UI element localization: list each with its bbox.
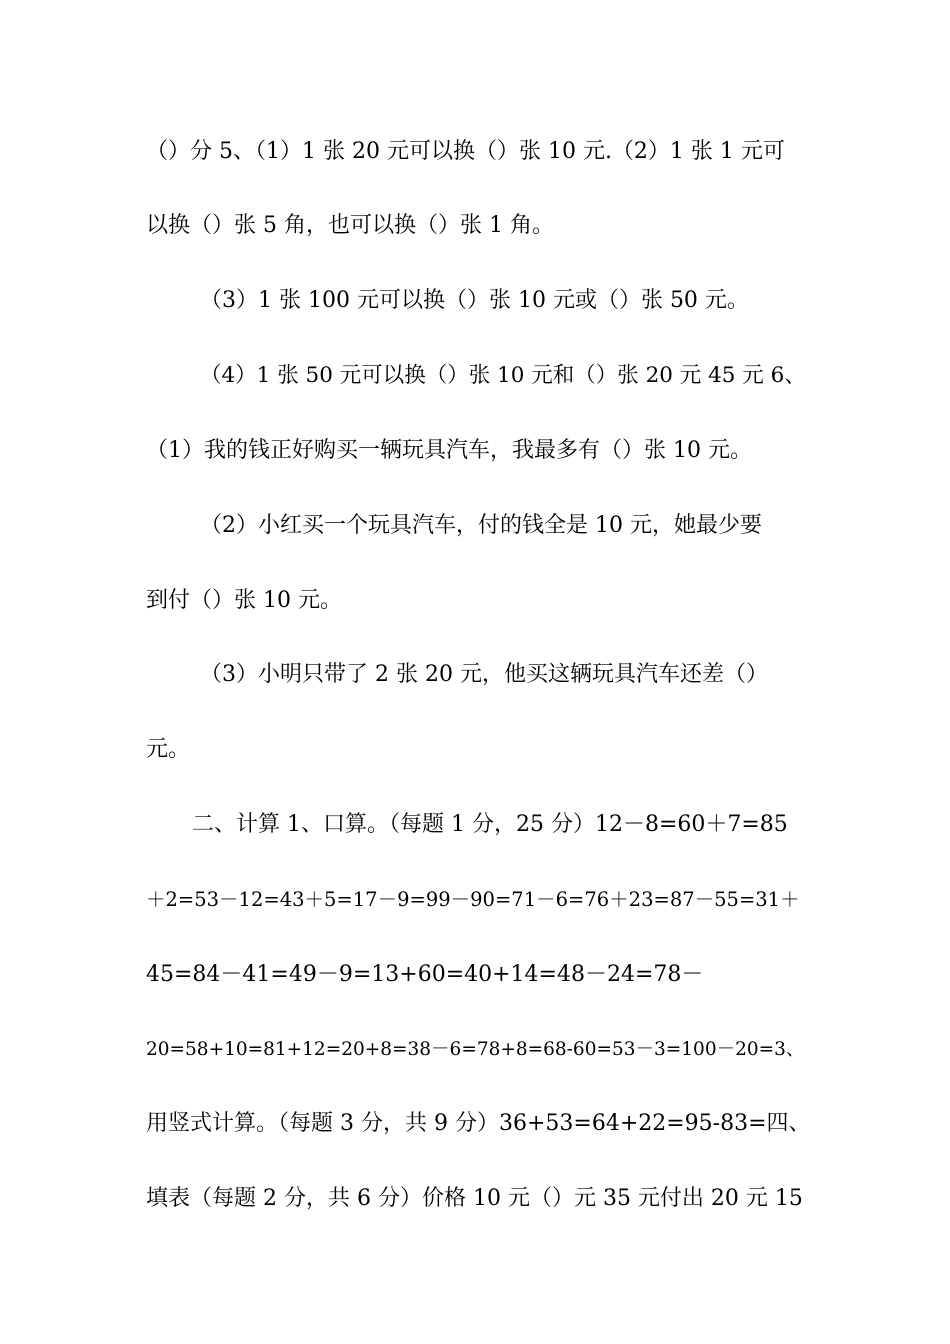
text-line-15: 填表（每题 2 分，共 6 分）价格 10 元（）元 35 元付出 20 元 15	[146, 1186, 803, 1211]
text-line-14: 用竖式计算。（每题 3 分，共 9 分）36+53=64+22=95-83=四、	[146, 1111, 811, 1136]
text-line-4: （4）1 张 50 元可以换（）张 10 元和（）张 20 元 45 元 6、	[200, 363, 806, 388]
section-heading-calculation: 二、计算 1、口算。（每题 1 分，25 分）12－8=60＋7=85	[192, 812, 788, 837]
text-line-8: （3）小明只带了 2 张 20 元，他买这辆玩具汽车还差（）	[200, 662, 768, 687]
text-line-3: （3）1 张 100 元可以换（）张 10 元或（）张 50 元。	[200, 288, 749, 313]
text-line-1: （）分 5、（1）1 张 20 元可以换（）张 10 元.（2）1 张 1 元可	[146, 139, 785, 164]
text-line-6: （2）小红买一个玩具汽车，付的钱全是 10 元，她最少要	[200, 513, 762, 538]
text-line-5: （1）我的钱正好购买一辆玩具汽车，我最多有（）张 10 元。	[146, 438, 752, 463]
text-line-13: 20=58+10=81+12=20+8=38－6=78+8=68-60=53－3=100－20=3、	[146, 1039, 805, 1060]
text-line-7: 到付（）张 10 元。	[146, 588, 342, 613]
text-line-11: ＋2=53－12=43＋5=17－9=99－90=71－6=76＋23=87－55=31＋	[146, 888, 800, 911]
text-line-2: 以换（）张 5 角，也可以换（）张 1 角。	[146, 213, 554, 238]
text-line-12: 45=84－41=49－9=13+60=40+14=48－24=78－	[146, 962, 704, 987]
text-line-9: 元。	[146, 737, 191, 762]
